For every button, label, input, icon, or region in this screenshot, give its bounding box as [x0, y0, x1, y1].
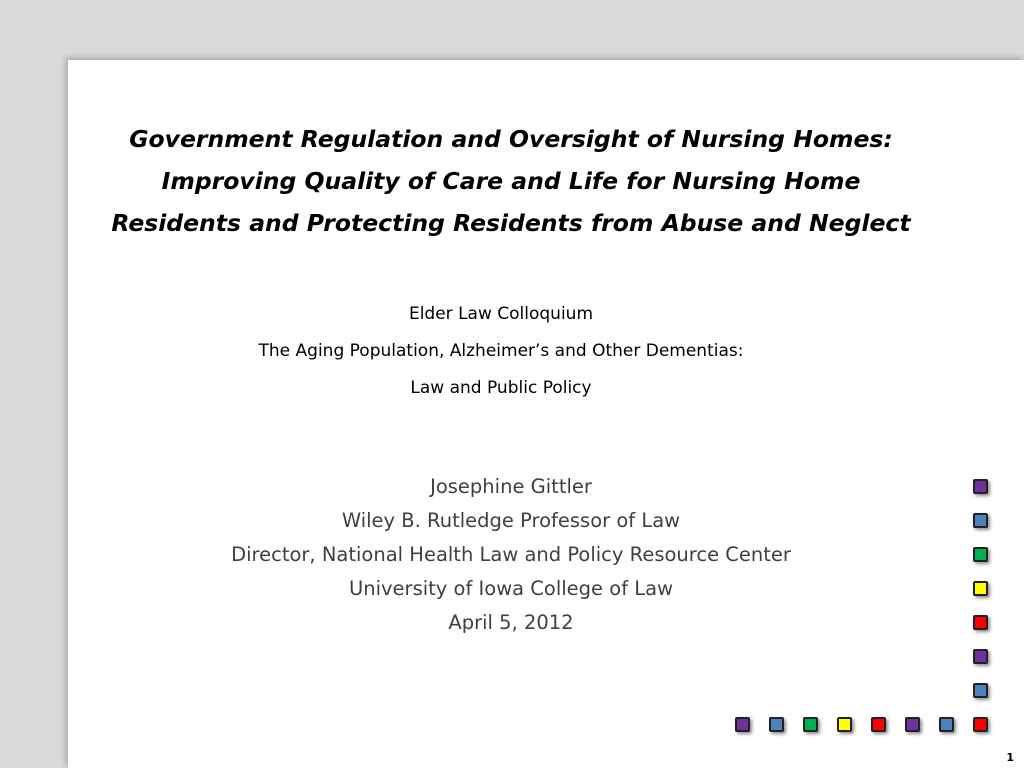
event-info — [68, 296, 934, 407]
decorative-square — [939, 717, 954, 732]
decorative-square — [973, 649, 988, 664]
title-line-2: Improving Quality of Care and Life for Nursing Home — [161, 167, 861, 195]
author-info — [68, 470, 954, 640]
decorative-square — [973, 683, 988, 698]
decorative-square — [769, 717, 784, 732]
decorative-square — [973, 547, 988, 562]
slide — [68, 60, 1024, 768]
decorative-square — [871, 717, 886, 732]
title-line-3: Residents and Protecting Residents from Abuse and Neglect — [111, 209, 911, 237]
decorative-square — [905, 717, 920, 732]
decorative-square — [803, 717, 818, 732]
presentation-date: April 5, 2012 — [448, 611, 574, 634]
decorative-square — [973, 513, 988, 528]
slide-number: 1 — [1006, 751, 1014, 764]
slide-title — [68, 118, 954, 244]
event-line-2: The Aging Population, Alzheimer’s and Other Dementias: — [258, 341, 744, 361]
author-director: Director, National Health Law and Policy Resource Center — [231, 543, 791, 566]
decorative-square — [973, 581, 988, 596]
decorative-square — [735, 717, 750, 732]
decorative-square — [973, 615, 988, 630]
decorative-square — [973, 717, 988, 732]
event-line-3: Law and Public Policy — [410, 378, 592, 398]
event-line-1: Elder Law Colloquium — [408, 304, 594, 324]
author-name: Josephine Gittler — [430, 475, 592, 498]
author-school: University of Iowa College of Law — [348, 577, 674, 600]
title-line-1: Government Regulation and Oversight of Nursing Homes: — [129, 125, 893, 153]
author-position: Wiley B. Rutledge Professor of Law — [341, 509, 681, 532]
decorative-square — [837, 717, 852, 732]
decorative-square — [973, 479, 988, 494]
